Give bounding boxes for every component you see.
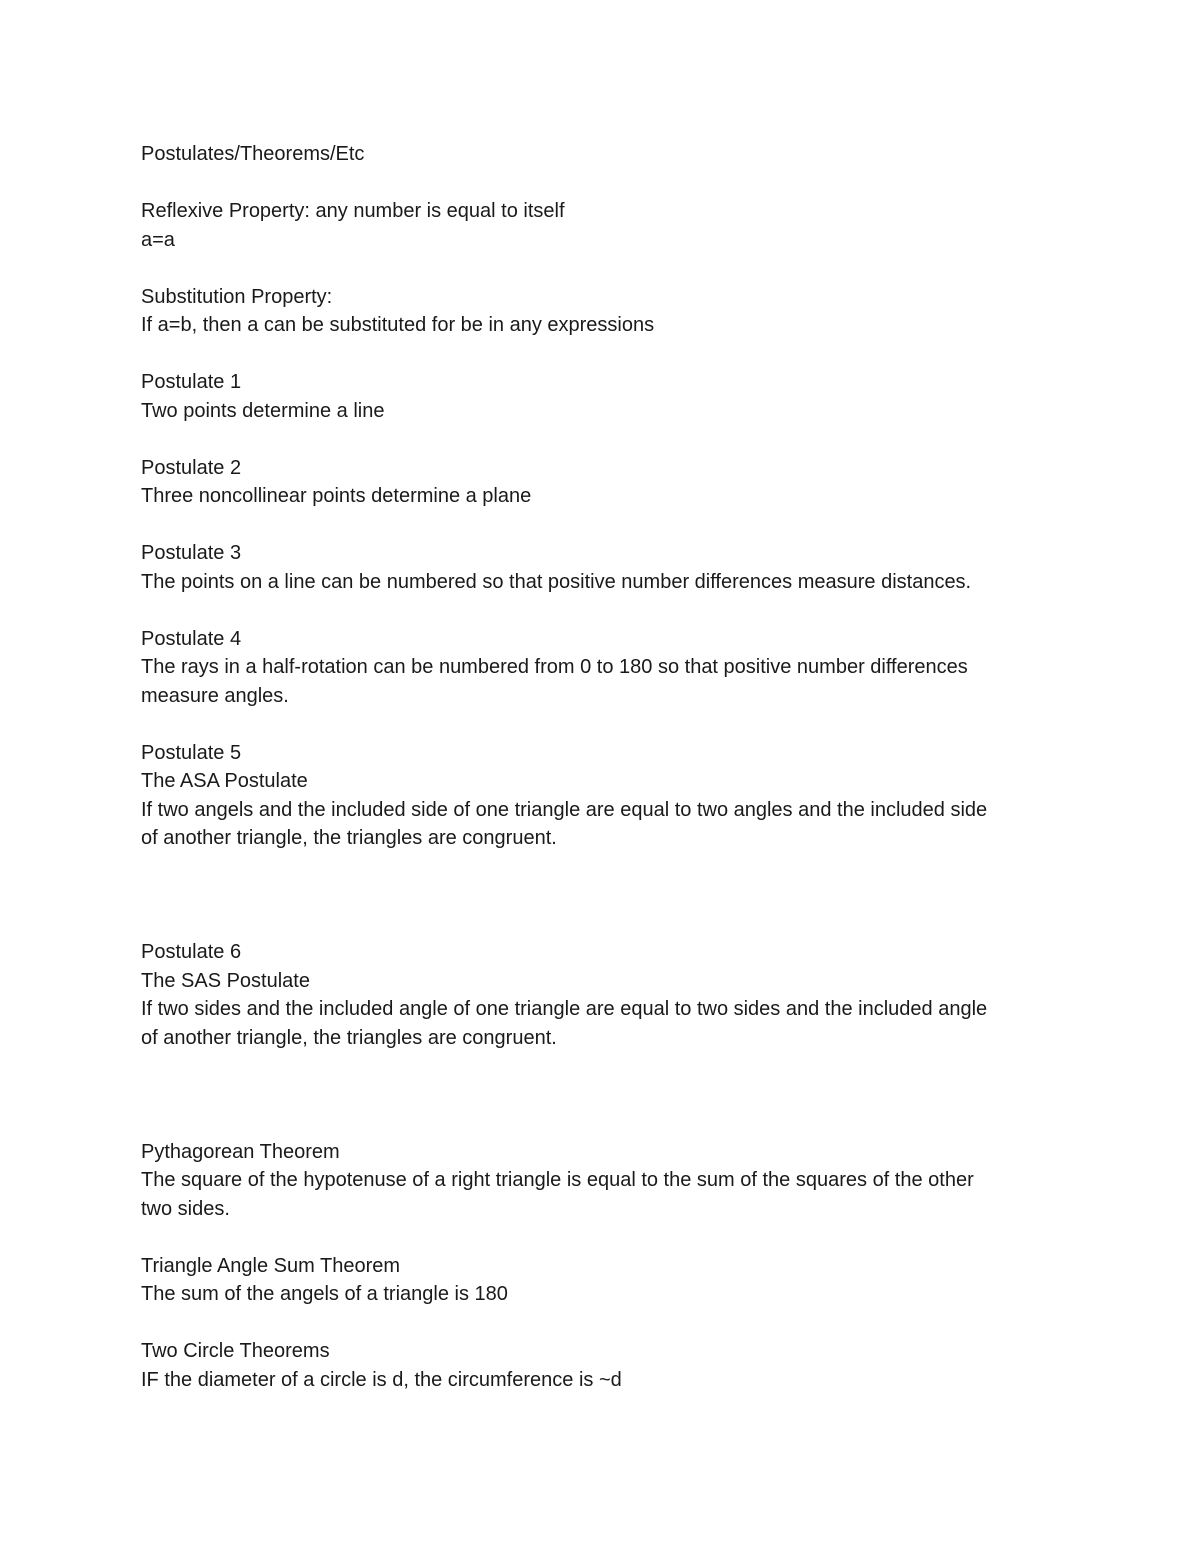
section-text: IF the diameter of a circle is d, the circumference is ~d xyxy=(141,1368,622,1391)
section-heading: Postulate 5 xyxy=(141,741,242,764)
section-heading: Triangle Angle Sum Theorem xyxy=(141,1254,401,1277)
section-text: The rays in a half-rotation can be numbered from 0 to 180 so that positive number differences xyxy=(141,656,968,678)
section-heading: Two Circle Theorems xyxy=(141,1340,330,1362)
section-text: of another triangle, the triangles are congruent. xyxy=(141,827,557,849)
section-text: a=a xyxy=(141,228,175,251)
section-heading: Substitution Property: xyxy=(141,285,333,308)
section-text: of another triangle, the triangles are congruent. xyxy=(141,1026,557,1049)
section-heading: Postulate 4 xyxy=(141,627,242,650)
section-pythagorean-theorem xyxy=(141,1138,1071,1224)
section-text: measure angles. xyxy=(141,684,289,707)
section-postulate-2 xyxy=(141,454,1071,511)
section-postulate-6 xyxy=(141,938,1071,1052)
section-text: two sides. xyxy=(141,1197,230,1220)
section-text: If a=b, then a can be substituted for be in any expressions xyxy=(141,314,655,336)
section-text: The points on a line can be numbered so that positive number differences measure distances. xyxy=(141,570,972,593)
section-heading: Reflexive Property: any number is equal to itself xyxy=(141,200,565,222)
section-two-circle-theorems xyxy=(141,1337,1071,1394)
section-reflexive-property xyxy=(141,197,1071,254)
section-text: Two points determine a line xyxy=(141,399,385,422)
section-postulate-4 xyxy=(141,625,1071,711)
section-substitution-property xyxy=(141,283,1071,340)
section-subheading: The SAS Postulate xyxy=(141,969,310,992)
section-heading: Postulate 6 xyxy=(141,941,242,963)
document-page xyxy=(141,140,1071,1394)
section-subheading: The ASA Postulate xyxy=(141,770,308,792)
section-heading: Postulate 1 xyxy=(141,371,242,393)
section-text: The square of the hypotenuse of a right triangle is equal to the sum of the squares of the other xyxy=(141,1169,974,1191)
section-text: The sum of the angels of a triangle is 180 xyxy=(141,1283,508,1305)
section-text: Three noncollinear points determine a plane xyxy=(141,485,532,507)
section-postulate-1 xyxy=(141,368,1071,425)
section-text: If two sides and the included angle of one triangle are equal to two sides and the included angle xyxy=(141,998,988,1020)
section-postulate-3 xyxy=(141,539,1071,596)
section-heading: Postulate 3 xyxy=(141,542,242,564)
document-title: Postulates/Theorems/Etc xyxy=(141,143,365,165)
section-heading: Postulate 2 xyxy=(141,456,242,479)
section-heading: Pythagorean Theorem xyxy=(141,1140,340,1163)
section-text: If two angels and the included side of one triangle are equal to two angles and the included side xyxy=(141,798,988,821)
section-triangle-angle-sum xyxy=(141,1252,1071,1309)
section-postulate-5 xyxy=(141,739,1071,853)
